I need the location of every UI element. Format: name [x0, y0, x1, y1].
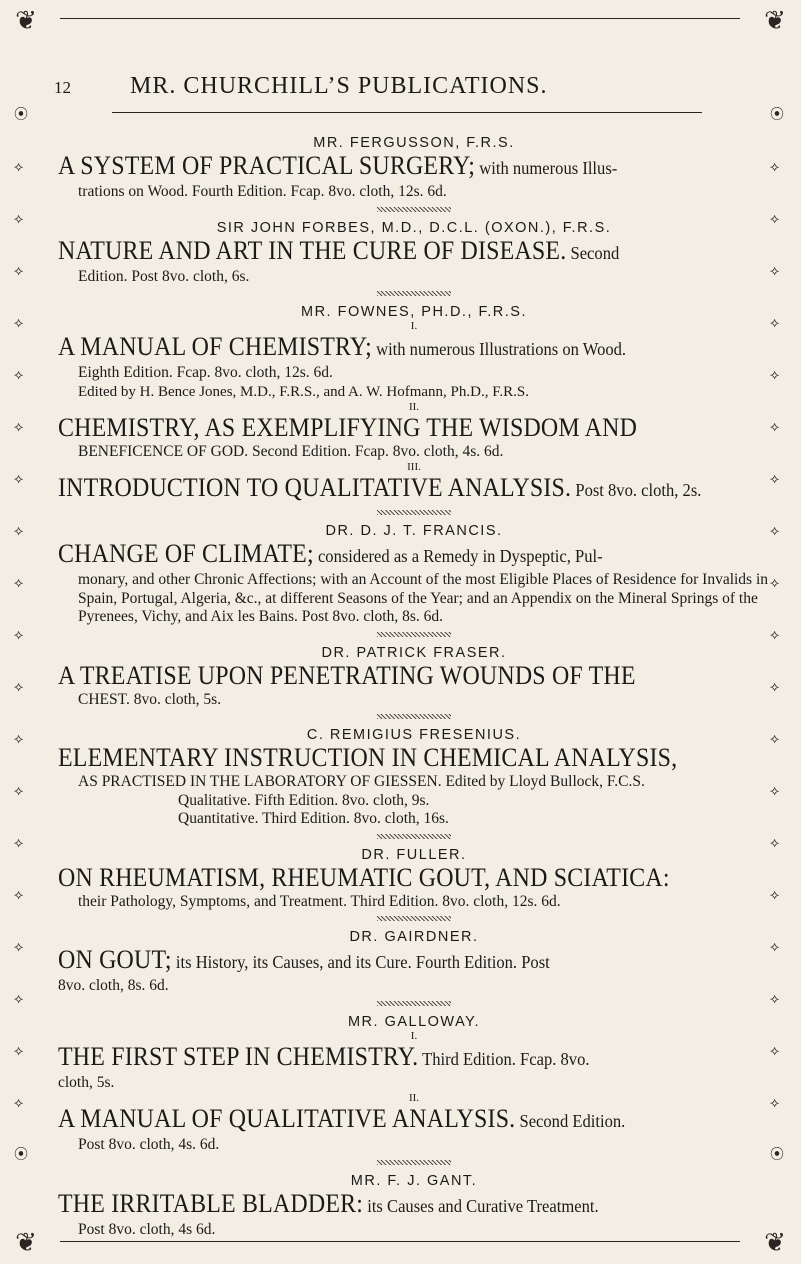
book-detail: 8vo. cloth, 8s. 6d.: [58, 977, 169, 994]
left-border-ornaments: ⦿ ⟡ ⟡ ⟡ ⟡ ⟡ ⟡ ⟡ ⟡ ⟡ ⟡ ⟡ ⟡ ⟡ ⟡ ⟡ ⟡ ⟡ ⟡ ⟡ ⦿: [14, 108, 28, 1163]
volume-numeral: II.: [408, 400, 420, 413]
running-head: MR. CHURCHILL’S PUBLICATIONS.: [130, 73, 548, 99]
book-title: A TREATISE UPON PENETRATING WOUNDS OF THE: [58, 660, 636, 690]
volume-numeral: I.: [410, 320, 418, 332]
catalogue-content: [58, 135, 770, 1239]
header-rule: [112, 112, 702, 113]
entry-gant: [58, 1173, 770, 1240]
separator-flourish: [377, 916, 451, 921]
entry-galloway: [58, 1014, 770, 1165]
book-title: ON RHEUMATISM, RHEUMATIC GOUT, AND SCIATICA:: [58, 862, 670, 892]
corner-ornament-bottom-left: ❦: [15, 1228, 37, 1257]
separator-flourish: [377, 834, 451, 839]
entry-fresenius: [58, 727, 770, 839]
book-detail: trations on Wood. Fourth Edition. Fcap. 8vo. cloth, 12s. 6d.: [78, 183, 447, 200]
separator-flourish: [377, 291, 451, 296]
entry-fraser: [58, 645, 770, 720]
separator-flourish: [377, 714, 451, 719]
author-name: DR. GAIRDNER.: [349, 929, 479, 945]
entry-forbes: [58, 220, 770, 297]
book-detail: monary, and other Chronic Affections; with an Account of the most Eligible Places of Residence for Invalids in Spain, Portugal, Algeria, &c., at different Seasons of the Year; and an Appendix on the Mineral Springs of the Pyrenees, Vichy, and Aix les Bains. Post 8vo. cloth, 8s. 6d.: [78, 571, 769, 625]
book-title: THE IRRITABLE BLADDER: its Causes and Curative Treatment.: [58, 1188, 599, 1218]
corner-ornament-bottom-right: ❦: [764, 1228, 786, 1257]
entry-fuller: [58, 847, 770, 922]
author-name: MR. F. J. GANT.: [350, 1172, 478, 1189]
author-name: MR. GALLOWAY.: [347, 1013, 481, 1030]
corner-ornament-top-left: ❦: [15, 6, 37, 35]
book-detail: AS PRACTISED IN THE LABORATORY OF GIESSEN. Edited by Lloyd Bullock, F.C.S.: [78, 773, 645, 790]
book-title: CHEMISTRY, AS EXEMPLIFYING THE WISDOM AND: [58, 412, 638, 442]
edition-quantitative: Quantitative. Third Edition. 8vo. cloth, 16s.: [178, 810, 449, 827]
bottom-rule: [60, 1241, 740, 1242]
volume-numeral: II.: [408, 1092, 420, 1104]
separator-flourish: [377, 1001, 451, 1006]
book-title: THE FIRST STEP IN CHEMISTRY. Third Edition. Fcap. 8vo.: [58, 1041, 590, 1071]
author-name: DR. FULLER.: [361, 846, 467, 863]
book-title: ON GOUT; its History, its Causes, and its Cure. Fourth Edition. Post: [58, 945, 550, 974]
book-detail: Post 8vo. cloth, 4s 6d.: [78, 1220, 216, 1238]
book-title: NATURE AND ART IN THE CURE OF DISEASE. Second: [58, 235, 620, 265]
volume-numeral: I.: [410, 1029, 418, 1042]
entry-francis: [58, 523, 770, 637]
entry-gairdner: [58, 929, 770, 1006]
volume-numeral: III.: [407, 461, 421, 473]
separator-flourish: [377, 207, 451, 212]
separator-flourish: [377, 632, 451, 637]
edition-qualitative: Qualitative. Fifth Edition. 8vo. cloth, 9s.: [178, 791, 430, 809]
corner-ornament-top-right: ❦: [764, 6, 786, 35]
separator-flourish: [377, 510, 451, 515]
book-detail: Edition. Post 8vo. cloth, 6s.: [78, 267, 250, 285]
book-detail: cloth, 5s.: [58, 1073, 115, 1091]
editor-credit: Edited by H. Bence Jones, M.D., F.R.S., and A. W. Hofmann, Ph.D., F.R.S.: [78, 383, 529, 400]
book-detail: Eighth Edition. Fcap. 8vo. cloth, 12s. 6d.: [78, 364, 333, 381]
book-detail: BENEFICENCE OF GOD. Second Edition. Fcap. 8vo. cloth, 4s. 6d.: [78, 442, 504, 460]
book-title: ELEMENTARY INSTRUCTION IN CHEMICAL ANALYSIS,: [58, 743, 678, 772]
book-title: A SYSTEM OF PRACTICAL SURGERY; with numerous Illus-: [58, 151, 618, 180]
book-detail: their Pathology, Symptoms, and Treatment. Third Edition. 8vo. cloth, 12s. 6d.: [78, 892, 561, 910]
book-detail: CHEST. 8vo. cloth, 5s.: [78, 690, 222, 708]
book-detail: Post 8vo. cloth, 4s. 6d.: [78, 1136, 220, 1153]
author-name: MR. FERGUSSON, F.R.S.: [313, 135, 515, 151]
author-name: C. REMIGIUS FRESENIUS.: [306, 727, 522, 743]
author-name: SIR JOHN FORBES, M.D., D.C.L. (OXON.), F.R.S.: [216, 219, 612, 236]
book-title: A MANUAL OF QUALITATIVE ANALYSIS. Second Edition.: [58, 1104, 626, 1133]
author-name: DR. D. J. T. FRANCIS.: [325, 523, 503, 539]
author-name: MR. FOWNES, PH.D., F.R.S.: [300, 304, 527, 320]
author-name: DR. PATRICK FRASER.: [321, 644, 507, 661]
book-title: A MANUAL OF CHEMISTRY; with numerous Illustrations on Wood.: [58, 332, 627, 361]
entry-fergusson: [58, 135, 770, 212]
entry-fownes: [58, 304, 770, 515]
page-number: 12: [54, 78, 71, 97]
right-border-ornaments: ⦿ ⟡ ⟡ ⟡ ⟡ ⟡ ⟡ ⟡ ⟡ ⟡ ⟡ ⟡ ⟡ ⟡ ⟡ ⟡ ⟡ ⟡ ⟡ ⟡ ⦿: [770, 108, 784, 1163]
top-rule: [60, 18, 740, 19]
book-title: CHANGE OF CLIMATE; considered as a Remedy in Dyspeptic, Pul-: [58, 539, 603, 568]
separator-flourish: [377, 1160, 451, 1165]
book-title: INTRODUCTION TO QUALITATIVE ANALYSIS. Post 8vo. cloth, 2s.: [58, 473, 702, 502]
